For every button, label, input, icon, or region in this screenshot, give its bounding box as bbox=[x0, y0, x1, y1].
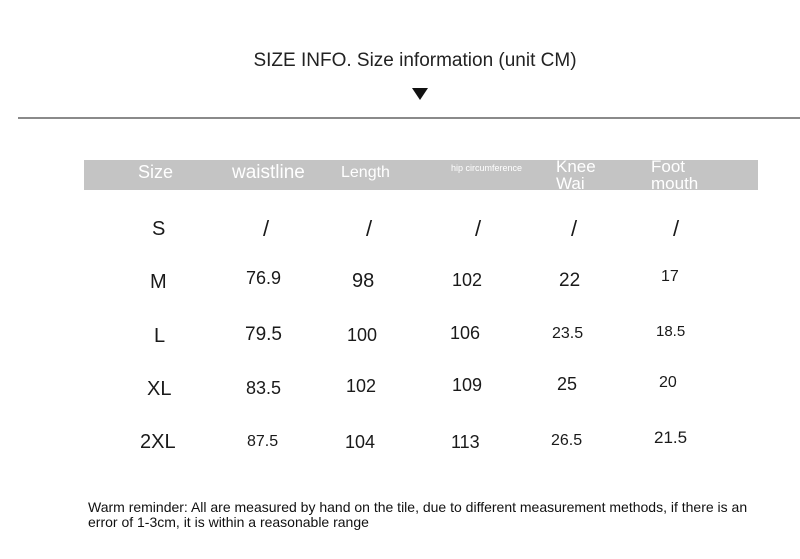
table-cell-hip: 109 bbox=[452, 375, 483, 395]
table-cell-size: XL bbox=[147, 378, 172, 400]
table-cell-length: 104 bbox=[345, 432, 376, 452]
table-cell-waistline: 79.5 bbox=[245, 324, 282, 345]
table-cell-waistline: 87.5 bbox=[247, 433, 279, 450]
table-cell-foot: 17 bbox=[661, 268, 679, 285]
table-cell-knee: 23.5 bbox=[552, 325, 584, 342]
table-cell-hip: 106 bbox=[450, 323, 481, 343]
table-cell-foot: / bbox=[673, 216, 680, 241]
table-cell-length: 98 bbox=[352, 270, 375, 292]
header-waistline: waistline bbox=[232, 162, 305, 183]
table-cell-size: L bbox=[154, 325, 166, 347]
table-cell-knee: / bbox=[571, 216, 578, 241]
table-cell-waistline: 83.5 bbox=[246, 378, 282, 398]
header-knee: Knee Wai bbox=[556, 158, 596, 190]
header-foot: Foot mouth bbox=[651, 158, 699, 190]
table-cell-knee: 22 bbox=[559, 270, 581, 291]
table-cell-size: S bbox=[152, 218, 166, 240]
table-cell-knee: 25 bbox=[557, 374, 578, 394]
header-length: Length bbox=[341, 164, 390, 181]
down-arrow-icon bbox=[412, 88, 428, 100]
table-cell-foot: 21.5 bbox=[654, 428, 688, 447]
table-cell-hip: 102 bbox=[452, 270, 483, 290]
warm-reminder-note: Warm reminder: All are measured by hand on the tile, due to different measurement methods, if there is an error of 1-3cm, it is within a reasonable range bbox=[88, 499, 748, 530]
header-hip: hip circumference bbox=[451, 163, 523, 173]
table-cell-foot: 18.5 bbox=[656, 323, 686, 340]
table-cell-waistline: 76.9 bbox=[246, 268, 282, 288]
table-cell-size: 2XL bbox=[140, 431, 176, 453]
page-title: SIZE INFO. Size information (unit CM) bbox=[253, 50, 577, 71]
table-cell-hip: / bbox=[475, 216, 482, 241]
table-cell-size: M bbox=[150, 271, 167, 293]
table-cell-foot: 20 bbox=[659, 374, 677, 391]
table-cell-length: 102 bbox=[346, 376, 377, 396]
table-cell-knee: 26.5 bbox=[551, 432, 583, 449]
table-cell-hip: 113 bbox=[451, 432, 480, 452]
table-cell-length: / bbox=[366, 216, 373, 241]
table-cell-waistline: / bbox=[263, 216, 270, 241]
divider bbox=[18, 117, 800, 119]
table-cell-length: 100 bbox=[347, 325, 378, 345]
header-size: Size bbox=[138, 162, 174, 182]
